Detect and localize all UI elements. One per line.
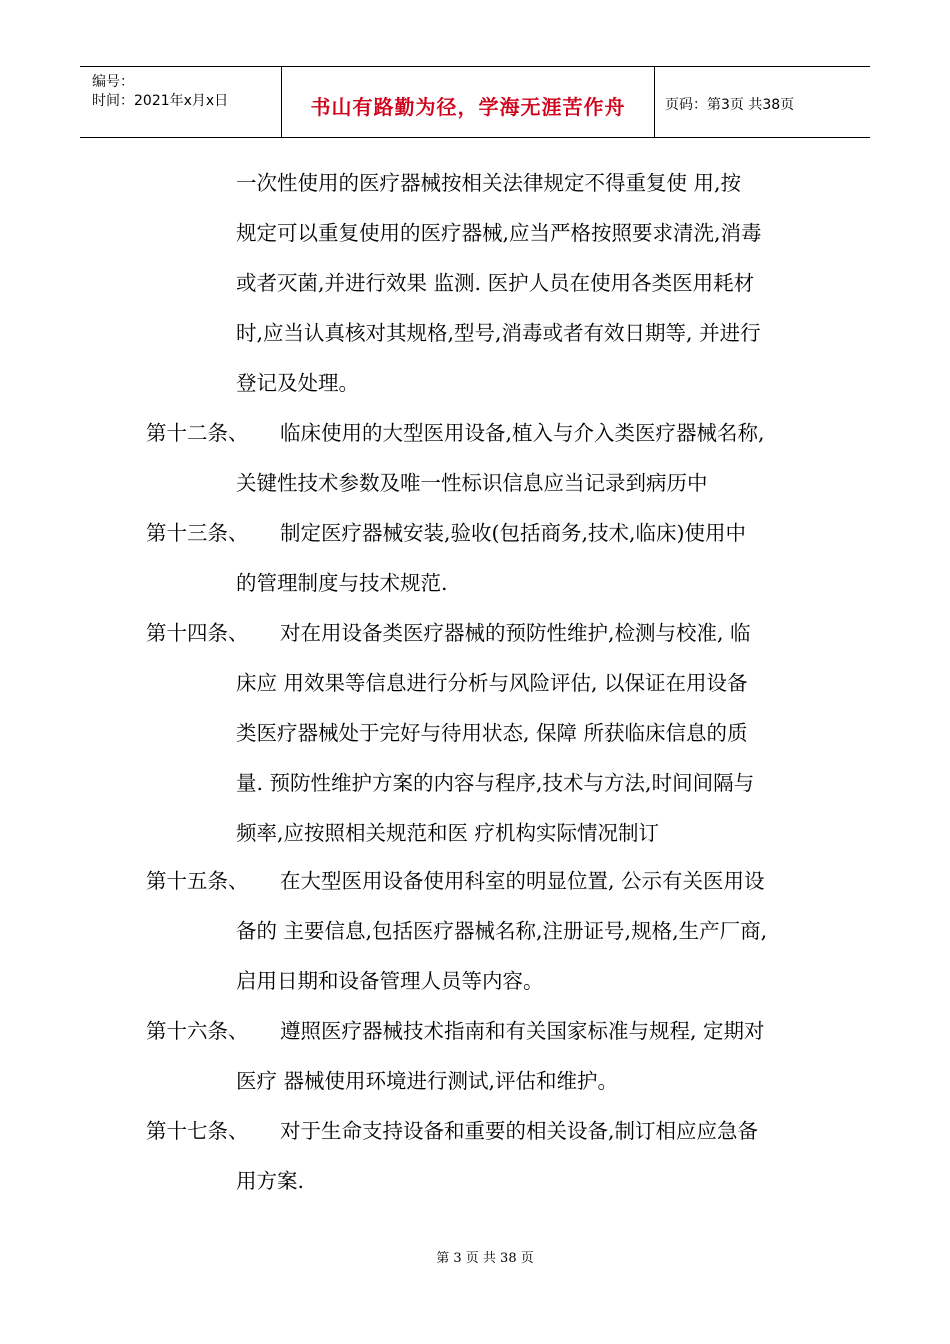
article-line: 类医疗器械处于完好与待用状态, 保障 所获临床信息的质 (236, 721, 748, 745)
intro-line: 一次性使用的医疗器械按相关法律规定不得重复使 用,按 (236, 171, 742, 195)
article-line: 备的 主要信息,包括医疗器械名称,注册证号,规格,生产厂商, (236, 919, 768, 943)
article-label: 第十二条、 (146, 421, 249, 445)
page-info: 页码：第3页 共38页 (665, 97, 795, 113)
article-label: 第十四条、 (146, 621, 249, 645)
footer-page-text: 第 3 页 共 38 页 (436, 1251, 534, 1266)
number-label: 编号： (92, 74, 134, 90)
header-meta (80, 67, 282, 137)
document-header (80, 66, 870, 138)
intro-line: 或者灭菌,并进行效果 监测. 医护人员在使用各类医用耗材 (236, 271, 755, 295)
article-line: 制定医疗器械安装,验收(包括商务,技术,临床)使用中 (280, 521, 747, 545)
article-line: 对于生命支持设备和重要的相关设备,制订相应应急备 (280, 1119, 759, 1143)
article-line: 在大型医用设备使用科室的明显位置, 公示有关医用设 (280, 869, 765, 893)
article-label: 第十五条、 (146, 869, 249, 893)
motto-text: 书山有路勤为径，学海无涯苦作舟 (310, 94, 626, 119)
article-line: 量. 预防性维护方案的内容与程序,技术与方法,时间间隔与 (236, 771, 755, 795)
article-label: 第十七条、 (146, 1119, 249, 1143)
intro-line: 规定可以重复使用的医疗器械,应当严格按照要求清洗,消毒 (236, 221, 762, 245)
intro-line: 时,应当认真核对其规格,型号,消毒或者有效日期等, 并进行 (236, 321, 761, 345)
header-page-cell (655, 67, 870, 137)
article-line: 床应 用效果等信息进行分析与风险评估, 以保证在用设备 (236, 671, 748, 695)
header-motto-cell (282, 67, 655, 137)
article-line: 对在用设备类医疗器械的预防性维护,检测与校准, 临 (280, 621, 751, 645)
article-label: 第十三条、 (146, 521, 249, 545)
article-line: 医疗 器械使用环境进行测试,评估和维护。 (236, 1069, 619, 1093)
page-footer (0, 1247, 950, 1266)
article-line: 用方案. (236, 1169, 305, 1193)
article-line: 关键性技术参数及唯一性标识信息应当记录到病历中 (236, 471, 708, 495)
article-line: 启用日期和设备管理人员等内容。 (236, 969, 544, 993)
article-line: 临床使用的大型医用设备,植入与介入类医疗器械名称, (280, 421, 765, 445)
article-line: 遵照医疗器械技术指南和有关国家标准与规程, 定期对 (280, 1019, 765, 1043)
article-line: 频率,应按照相关规范和医 疗机构实际情况制订 (236, 821, 660, 845)
intro-line: 登记及处理。 (236, 371, 359, 395)
article-line: 的管理制度与技术规范. (236, 571, 448, 595)
date-label: 时间：2021年x月x日 (92, 93, 229, 109)
article-label: 第十六条、 (146, 1019, 249, 1043)
